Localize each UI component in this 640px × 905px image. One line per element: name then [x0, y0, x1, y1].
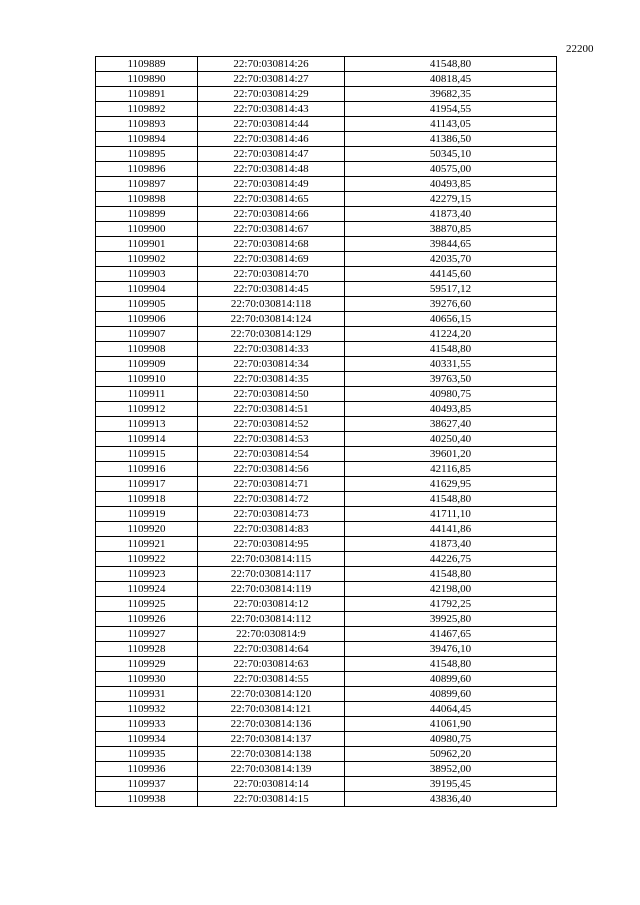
record-number-cell: 1109902	[96, 252, 198, 267]
record-number-cell: 1109933	[96, 717, 198, 732]
cadastral-number-cell: 22:70:030814:52	[198, 417, 345, 432]
value-cell: 40899,60	[345, 687, 557, 702]
cadastral-number-cell: 22:70:030814:12	[198, 597, 345, 612]
table-row	[96, 282, 557, 297]
table-row	[96, 447, 557, 462]
value-cell: 42279,15	[345, 192, 557, 207]
table-row	[96, 597, 557, 612]
value-cell: 40250,40	[345, 432, 557, 447]
table-row	[96, 777, 557, 792]
registry-table	[95, 56, 557, 807]
cadastral-number-cell: 22:70:030814:71	[198, 477, 345, 492]
record-number-cell: 1109935	[96, 747, 198, 762]
record-number-cell: 1109925	[96, 597, 198, 612]
table-row	[96, 342, 557, 357]
table-row	[96, 537, 557, 552]
record-number-cell: 1109906	[96, 312, 198, 327]
table-row	[96, 147, 557, 162]
record-number-cell: 1109889	[96, 57, 198, 72]
cadastral-number-cell: 22:70:030814:9	[198, 627, 345, 642]
value-cell: 40493,85	[345, 177, 557, 192]
cadastral-number-cell: 22:70:030814:45	[198, 282, 345, 297]
cadastral-number-cell: 22:70:030814:124	[198, 312, 345, 327]
table-row	[96, 327, 557, 342]
table-row	[96, 477, 557, 492]
value-cell: 39682,35	[345, 87, 557, 102]
record-number-cell: 1109912	[96, 402, 198, 417]
value-cell: 39763,50	[345, 372, 557, 387]
cadastral-number-cell: 22:70:030814:95	[198, 537, 345, 552]
record-number-cell: 1109891	[96, 87, 198, 102]
table-row	[96, 492, 557, 507]
value-cell: 41873,40	[345, 537, 557, 552]
value-cell: 41548,80	[345, 492, 557, 507]
table-row	[96, 117, 557, 132]
cadastral-number-cell: 22:70:030814:115	[198, 552, 345, 567]
table-row	[96, 762, 557, 777]
value-cell: 39601,20	[345, 447, 557, 462]
cadastral-number-cell: 22:70:030814:26	[198, 57, 345, 72]
value-cell: 39476,10	[345, 642, 557, 657]
table-row	[96, 417, 557, 432]
value-cell: 41792,25	[345, 597, 557, 612]
cadastral-number-cell: 22:70:030814:27	[198, 72, 345, 87]
value-cell: 39925,80	[345, 612, 557, 627]
value-cell: 39195,45	[345, 777, 557, 792]
cadastral-number-cell: 22:70:030814:70	[198, 267, 345, 282]
cadastral-number-cell: 22:70:030814:139	[198, 762, 345, 777]
value-cell: 41873,40	[345, 207, 557, 222]
record-number-cell: 1109904	[96, 282, 198, 297]
value-cell: 39276,60	[345, 297, 557, 312]
value-cell: 42035,70	[345, 252, 557, 267]
table-row	[96, 177, 557, 192]
record-number-cell: 1109910	[96, 372, 198, 387]
cadastral-number-cell: 22:70:030814:56	[198, 462, 345, 477]
page-number: 22200	[566, 43, 594, 55]
value-cell: 38627,40	[345, 417, 557, 432]
record-number-cell: 1109894	[96, 132, 198, 147]
value-cell: 42198,00	[345, 582, 557, 597]
value-cell: 41548,80	[345, 657, 557, 672]
table-row	[96, 552, 557, 567]
cadastral-number-cell: 22:70:030814:69	[198, 252, 345, 267]
record-number-cell: 1109908	[96, 342, 198, 357]
record-number-cell: 1109901	[96, 237, 198, 252]
cadastral-number-cell: 22:70:030814:35	[198, 372, 345, 387]
cadastral-number-cell: 22:70:030814:53	[198, 432, 345, 447]
cadastral-number-cell: 22:70:030814:46	[198, 132, 345, 147]
value-cell: 41467,65	[345, 627, 557, 642]
cadastral-number-cell: 22:70:030814:138	[198, 747, 345, 762]
value-cell: 41629,95	[345, 477, 557, 492]
record-number-cell: 1109932	[96, 702, 198, 717]
record-number-cell: 1109897	[96, 177, 198, 192]
cadastral-number-cell: 22:70:030814:117	[198, 567, 345, 582]
table-row	[96, 57, 557, 72]
cadastral-number-cell: 22:70:030814:29	[198, 87, 345, 102]
value-cell: 41954,55	[345, 102, 557, 117]
record-number-cell: 1109931	[96, 687, 198, 702]
record-number-cell: 1109923	[96, 567, 198, 582]
value-cell: 41548,80	[345, 342, 557, 357]
cadastral-number-cell: 22:70:030814:48	[198, 162, 345, 177]
cadastral-number-cell: 22:70:030814:129	[198, 327, 345, 342]
record-number-cell: 1109922	[96, 552, 198, 567]
table-row	[96, 717, 557, 732]
record-number-cell: 1109926	[96, 612, 198, 627]
record-number-cell: 1109898	[96, 192, 198, 207]
record-number-cell: 1109927	[96, 627, 198, 642]
record-number-cell: 1109907	[96, 327, 198, 342]
table-row	[96, 612, 557, 627]
table-row	[96, 792, 557, 807]
record-number-cell: 1109905	[96, 297, 198, 312]
value-cell: 40656,15	[345, 312, 557, 327]
record-number-cell: 1109929	[96, 657, 198, 672]
record-number-cell: 1109928	[96, 642, 198, 657]
value-cell: 41548,80	[345, 57, 557, 72]
record-number-cell: 1109896	[96, 162, 198, 177]
table-row	[96, 657, 557, 672]
cadastral-number-cell: 22:70:030814:66	[198, 207, 345, 222]
cadastral-number-cell: 22:70:030814:63	[198, 657, 345, 672]
cadastral-number-cell: 22:70:030814:43	[198, 102, 345, 117]
value-cell: 41386,50	[345, 132, 557, 147]
cadastral-number-cell: 22:70:030814:67	[198, 222, 345, 237]
record-number-cell: 1109890	[96, 72, 198, 87]
cadastral-number-cell: 22:70:030814:118	[198, 297, 345, 312]
table-row	[96, 387, 557, 402]
record-number-cell: 1109921	[96, 537, 198, 552]
record-number-cell: 1109903	[96, 267, 198, 282]
value-cell: 41224,20	[345, 327, 557, 342]
record-number-cell: 1109914	[96, 432, 198, 447]
table-row	[96, 132, 557, 147]
value-cell: 42116,85	[345, 462, 557, 477]
record-number-cell: 1109919	[96, 507, 198, 522]
record-number-cell: 1109899	[96, 207, 198, 222]
value-cell: 40818,45	[345, 72, 557, 87]
cadastral-number-cell: 22:70:030814:83	[198, 522, 345, 537]
value-cell: 50345,10	[345, 147, 557, 162]
cadastral-number-cell: 22:70:030814:119	[198, 582, 345, 597]
record-number-cell: 1109938	[96, 792, 198, 807]
table-row	[96, 267, 557, 282]
value-cell: 41548,80	[345, 567, 557, 582]
value-cell: 40980,75	[345, 732, 557, 747]
table-row	[96, 297, 557, 312]
cadastral-number-cell: 22:70:030814:112	[198, 612, 345, 627]
table-row	[96, 642, 557, 657]
table-row	[96, 672, 557, 687]
cadastral-number-cell: 22:70:030814:55	[198, 672, 345, 687]
table-row	[96, 432, 557, 447]
cadastral-number-cell: 22:70:030814:33	[198, 342, 345, 357]
record-number-cell: 1109934	[96, 732, 198, 747]
value-cell: 38952,00	[345, 762, 557, 777]
record-number-cell: 1109930	[96, 672, 198, 687]
record-number-cell: 1109924	[96, 582, 198, 597]
record-number-cell: 1109909	[96, 357, 198, 372]
cadastral-number-cell: 22:70:030814:54	[198, 447, 345, 462]
value-cell: 59517,12	[345, 282, 557, 297]
cadastral-number-cell: 22:70:030814:50	[198, 387, 345, 402]
value-cell: 50962,20	[345, 747, 557, 762]
table-row	[96, 702, 557, 717]
cadastral-number-cell: 22:70:030814:51	[198, 402, 345, 417]
cadastral-number-cell: 22:70:030814:65	[198, 192, 345, 207]
table-row	[96, 237, 557, 252]
record-number-cell: 1109916	[96, 462, 198, 477]
table-row	[96, 462, 557, 477]
value-cell: 40575,00	[345, 162, 557, 177]
value-cell: 40980,75	[345, 387, 557, 402]
value-cell: 44145,60	[345, 267, 557, 282]
table-row	[96, 687, 557, 702]
record-number-cell: 1109917	[96, 477, 198, 492]
table-row	[96, 222, 557, 237]
value-cell: 40493,85	[345, 402, 557, 417]
value-cell: 43836,40	[345, 792, 557, 807]
record-number-cell: 1109920	[96, 522, 198, 537]
table-row	[96, 402, 557, 417]
value-cell: 44141,86	[345, 522, 557, 537]
cadastral-number-cell: 22:70:030814:47	[198, 147, 345, 162]
cadastral-number-cell: 22:70:030814:44	[198, 117, 345, 132]
table-row	[96, 357, 557, 372]
table-row	[96, 162, 557, 177]
table-row	[96, 732, 557, 747]
cadastral-number-cell: 22:70:030814:73	[198, 507, 345, 522]
table-row	[96, 192, 557, 207]
table-row	[96, 747, 557, 762]
cadastral-number-cell: 22:70:030814:15	[198, 792, 345, 807]
value-cell: 44064,45	[345, 702, 557, 717]
cadastral-number-cell: 22:70:030814:136	[198, 717, 345, 732]
table-row	[96, 312, 557, 327]
value-cell: 41061,90	[345, 717, 557, 732]
table-row	[96, 87, 557, 102]
record-number-cell: 1109911	[96, 387, 198, 402]
table-row	[96, 252, 557, 267]
value-cell: 38870,85	[345, 222, 557, 237]
registry-table-body	[96, 57, 557, 807]
table-row	[96, 372, 557, 387]
value-cell: 41143,05	[345, 117, 557, 132]
record-number-cell: 1109936	[96, 762, 198, 777]
record-number-cell: 1109900	[96, 222, 198, 237]
record-number-cell: 1109937	[96, 777, 198, 792]
table-row	[96, 567, 557, 582]
table-row	[96, 507, 557, 522]
cadastral-number-cell: 22:70:030814:137	[198, 732, 345, 747]
record-number-cell: 1109913	[96, 417, 198, 432]
cadastral-number-cell: 22:70:030814:72	[198, 492, 345, 507]
record-number-cell: 1109895	[96, 147, 198, 162]
record-number-cell: 1109918	[96, 492, 198, 507]
value-cell: 41711,10	[345, 507, 557, 522]
cadastral-number-cell: 22:70:030814:121	[198, 702, 345, 717]
cadastral-number-cell: 22:70:030814:34	[198, 357, 345, 372]
cadastral-number-cell: 22:70:030814:14	[198, 777, 345, 792]
cadastral-number-cell: 22:70:030814:49	[198, 177, 345, 192]
value-cell: 40331,55	[345, 357, 557, 372]
cadastral-number-cell: 22:70:030814:120	[198, 687, 345, 702]
table-row	[96, 522, 557, 537]
record-number-cell: 1109915	[96, 447, 198, 462]
table-row	[96, 627, 557, 642]
record-number-cell: 1109892	[96, 102, 198, 117]
table-row	[96, 207, 557, 222]
value-cell: 40899,60	[345, 672, 557, 687]
table-row	[96, 72, 557, 87]
table-row	[96, 102, 557, 117]
table-row	[96, 582, 557, 597]
record-number-cell: 1109893	[96, 117, 198, 132]
cadastral-number-cell: 22:70:030814:64	[198, 642, 345, 657]
value-cell: 39844,65	[345, 237, 557, 252]
value-cell: 44226,75	[345, 552, 557, 567]
cadastral-number-cell: 22:70:030814:68	[198, 237, 345, 252]
